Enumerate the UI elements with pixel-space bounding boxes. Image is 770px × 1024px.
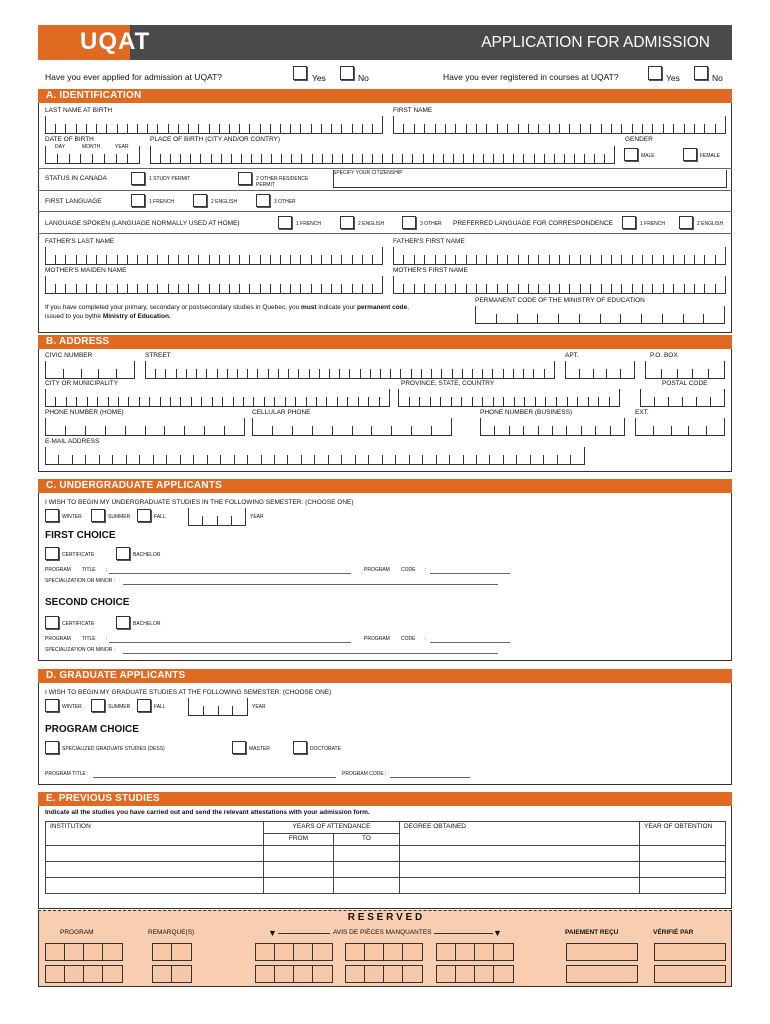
dob-field[interactable] — [45, 146, 140, 164]
sc-spec-label: SPECIALIZATION OR MINOR : — [45, 647, 116, 653]
ext-label: EXT. — [635, 409, 649, 416]
postal-field[interactable] — [640, 389, 725, 407]
mother-first-label: MOTHER'S FIRST NAME — [393, 267, 468, 274]
res-avis-boxes[interactable] — [255, 943, 333, 961]
first-choice-heading: FIRST CHOICE — [45, 530, 116, 541]
pref-english-checkbox[interactable] — [679, 216, 693, 229]
permanent-code-field[interactable] — [475, 306, 725, 324]
col-year-obtention: YEAR OF OBTENTION — [640, 822, 726, 846]
res-verifie-box[interactable] — [654, 965, 726, 983]
ug-year-label: YEAR — [250, 514, 264, 520]
postal-label: POSTAL CODE — [662, 380, 708, 387]
phone-business-label: PHONE NUMBER (BUSINESS) — [480, 409, 573, 416]
city-label: CITY OR MUNICIPALITY — [45, 380, 119, 387]
sc-bachelor-label: BACHELOR — [133, 621, 161, 627]
first-language-label: FIRST LANGUAGE — [45, 198, 102, 205]
permanent-code-label: PERMANENT CODE OF THE MINISTRY OF EDUCATION — [475, 297, 645, 304]
form-title: APPLICATION FOR ADMISSION — [481, 34, 710, 51]
ug-fall-checkbox[interactable] — [137, 509, 151, 522]
section-e-header: E. PREVIOUS STUDIES — [38, 792, 732, 806]
res-program-boxes[interactable] — [45, 943, 123, 961]
first-lang-french-checkbox[interactable] — [131, 194, 145, 207]
father-first-field[interactable] — [393, 247, 726, 265]
applied-yes-label: Yes — [312, 73, 326, 83]
fc-title-label: TITLE — [82, 567, 96, 573]
permanent-note-line2: issued to you bythe Ministry of Education. — [45, 313, 171, 320]
dess-checkbox[interactable] — [45, 741, 59, 754]
reserved-program: PROGRAM — [60, 929, 94, 936]
mother-first-field[interactable] — [393, 276, 726, 294]
divider — [38, 211, 732, 212]
other-permit-label: 2 OTHER RESIDENCE PERMIT — [256, 176, 309, 188]
section-d-header: D. GRADUATE APPLICANTS — [38, 669, 732, 683]
table-row — [46, 878, 726, 894]
divider — [38, 190, 732, 191]
street-label: STREET — [145, 352, 171, 359]
program-choice-heading: PROGRAM CHOICE — [45, 724, 139, 735]
pob-field[interactable] — [150, 146, 615, 164]
fc-bachelor-label: BACHELOR — [133, 552, 161, 558]
spoken-other-checkbox[interactable] — [402, 216, 416, 229]
male-label: MALE — [641, 153, 655, 159]
status-label: STATUS IN CANADA — [45, 175, 107, 182]
previous-note: Indicate all the studies you have carried out and send the relevant attestations with your admission form. — [45, 809, 370, 816]
grad-fall-checkbox[interactable] — [137, 699, 151, 712]
mother-maiden-field[interactable] — [45, 276, 383, 294]
ug-year-field[interactable] — [188, 508, 246, 526]
father-last-label: FATHER'S LAST NAME — [45, 238, 115, 245]
po-box-label: P.O. BOX — [650, 352, 678, 359]
fc-code-line[interactable] — [430, 573, 510, 574]
gender-label: GENDER — [625, 136, 653, 143]
first-lang-english-label: 2 ENGLISH — [211, 199, 238, 205]
doctorate-label: DOCTORATE — [310, 746, 341, 752]
col-years: YEARS OF ATTENDANCE — [264, 822, 400, 834]
res-avis-boxes[interactable] — [345, 943, 423, 961]
col-degree: DEGREE OBTAINED — [400, 822, 640, 846]
arrow-down-icon: ▼ — [268, 928, 277, 938]
col-institution: INSTITUTION — [46, 822, 264, 846]
dob-year: YEAR — [115, 144, 129, 150]
fc-spec-label: SPECIALIZATION OR MINOR : — [45, 578, 116, 584]
province-label: PROVINCE, STATE, COUNTRY — [401, 380, 495, 387]
ug-fall-label: FALL — [154, 514, 166, 520]
master-label: MASTER — [249, 746, 270, 752]
table-row — [46, 846, 726, 862]
ug-summer-checkbox[interactable] — [91, 509, 105, 522]
spoken-english-checkbox[interactable] — [340, 216, 354, 229]
fc-colon2: : — [425, 567, 427, 573]
civic-label: CIVIC NUMBER — [45, 352, 93, 359]
fc-code-label: CODE — [401, 567, 416, 573]
reserved-paiement: PAIEMENT REÇU — [565, 929, 619, 936]
program-title-line[interactable] — [93, 777, 336, 778]
sc-title-label: TITLE — [82, 636, 96, 642]
email-label: E-MAIL ADDRESS — [45, 438, 100, 445]
street-field[interactable] — [145, 361, 555, 379]
section-c-header: C. UNDERGRADUATE APPLICANTS — [38, 479, 732, 493]
res-paiement-box[interactable] — [566, 943, 638, 961]
last-name-label: LAST NAME AT BIRTH — [45, 107, 113, 114]
first-lang-other-checkbox[interactable] — [256, 194, 270, 207]
grad-year-label: YEAR — [252, 704, 266, 710]
city-field[interactable] — [45, 389, 390, 407]
sc-bachelor-checkbox[interactable] — [116, 616, 130, 629]
phone-home-label: PHONE NUMBER (HOME) — [45, 409, 124, 416]
email-field[interactable] — [45, 447, 585, 465]
pob-label: PLACE OF BIRTH (CITY AND/OR CONTRY) — [150, 136, 281, 143]
program-code-label: PROGRAM CODE : — [342, 771, 387, 777]
doctorate-checkbox[interactable] — [293, 741, 307, 754]
reserved-verifie: VÉRIFIÉ PAR — [653, 929, 694, 936]
fc-certificate-label: CERTIFICATE — [62, 552, 95, 558]
applied-no-label: No — [358, 73, 369, 83]
first-name-label: FIRST NAME — [393, 107, 433, 114]
study-permit-checkbox[interactable] — [131, 172, 145, 185]
female-label: FEMALE — [700, 153, 721, 159]
phone-business-field[interactable] — [480, 418, 625, 436]
dob-month: MONTH — [82, 144, 101, 150]
fc-spec-line[interactable] — [123, 584, 498, 585]
first-name-field[interactable] — [393, 116, 726, 134]
sc-certificate-checkbox[interactable] — [45, 616, 59, 629]
specify-citizenship-label: SPECIFY YOUR CITIZENSHIP — [333, 170, 403, 176]
study-permit-label: 1 STUDY PERMIT — [149, 176, 191, 182]
ug-winter-checkbox[interactable] — [45, 509, 59, 522]
spoken-french-label: 1 FRENCH — [296, 221, 322, 227]
reserved-remarque: REMARQUE(S) — [148, 929, 195, 936]
table-row — [46, 862, 726, 878]
res-paiement-box[interactable] — [566, 965, 638, 983]
cell-label: CELLULAR PHONE — [252, 409, 311, 416]
ext-field[interactable] — [635, 418, 725, 436]
po-box-field[interactable] — [645, 361, 725, 379]
spoken-other-label: 3 OTHER — [420, 221, 442, 227]
sc-program-label: PROGRAM — [45, 636, 71, 642]
dob-label: DATE OF BIRTH — [45, 136, 94, 143]
first-lang-english-checkbox[interactable] — [193, 194, 207, 207]
fc-program2-label: PROGRAM — [364, 567, 390, 573]
grad-summer-checkbox[interactable] — [91, 699, 105, 712]
pref-french-checkbox[interactable] — [622, 216, 636, 229]
fc-title-line[interactable] — [109, 573, 351, 574]
sc-colon: : — [106, 636, 108, 642]
province-field[interactable] — [398, 389, 620, 407]
fc-bachelor-checkbox[interactable] — [116, 547, 130, 560]
grad-winter-checkbox[interactable] — [45, 699, 59, 712]
dob-day: DAY — [55, 144, 65, 150]
last-name-field[interactable] — [45, 116, 383, 134]
arrow-down-icon: ▼ — [493, 928, 502, 938]
language-spoken-label: LANGUAGE SPOKEN (LANGUAGE NORMALLY USED AT HOME) — [45, 220, 240, 227]
q-registered: Have you ever registered in courses at UQAT? — [443, 72, 619, 82]
grad-winter-label: WINTER — [62, 704, 82, 710]
pref-french-label: 1 FRENCH — [640, 221, 666, 227]
fc-program-label: PROGRAM — [45, 567, 71, 573]
fc-colon: : — [106, 567, 108, 573]
program-code-line[interactable] — [390, 777, 470, 778]
res-remarque-boxes[interactable] — [152, 943, 192, 961]
grad-semester-q: I WISH TO BEGIN MY GRADUATE STUDIES AT THE FOLLOWING SEMESTER: (CHOOSE ONE) — [45, 689, 332, 696]
sc-code-line[interactable] — [430, 642, 510, 643]
reserved-title: R E S E R V E D — [347, 912, 423, 923]
sc-spec-line[interactable] — [123, 653, 498, 654]
mother-maiden-label: MOTHER'S MAIDEN NAME — [45, 267, 127, 274]
col-from: FROM — [264, 834, 334, 846]
phone-home-field[interactable] — [45, 418, 245, 436]
sc-colon2: : — [425, 636, 427, 642]
col-to: TO — [334, 834, 400, 846]
program-title-label: PROGRAM TITLE : — [45, 771, 89, 777]
pref-english-label: 2 ENGLISH — [697, 221, 724, 227]
permanent-note: If you have completed your primary, secondary or postsecondary studies in Quebec, you must indicate your permanent code, — [45, 304, 410, 311]
other-permit-checkbox[interactable] — [238, 172, 252, 185]
applied-no-checkbox[interactable] — [340, 66, 354, 80]
citizenship-field[interactable] — [333, 170, 727, 188]
sc-program2-label: PROGRAM — [364, 636, 390, 642]
sc-certificate-label: CERTIFICATE — [62, 621, 95, 627]
apt-label: APT. — [565, 352, 579, 359]
grad-summer-label: SUMMER — [108, 704, 131, 710]
father-first-label: FATHER'S FIRST NAME — [393, 238, 465, 245]
ug-summer-label: SUMMER — [108, 514, 131, 520]
registered-yes-checkbox[interactable] — [648, 66, 662, 80]
spoken-english-label: 2 ENGLISH — [358, 221, 385, 227]
first-lang-french-label: 1 FRENCH — [149, 199, 175, 205]
apt-field[interactable] — [565, 361, 635, 379]
master-checkbox[interactable] — [232, 741, 246, 754]
ug-winter-label: WINTER — [62, 514, 82, 520]
sc-code-label: CODE — [401, 636, 416, 642]
applied-yes-checkbox[interactable] — [293, 66, 307, 80]
uqat-logo: UQAT — [80, 28, 151, 55]
female-checkbox[interactable] — [683, 148, 697, 161]
res-avis-boxes[interactable] — [436, 943, 514, 961]
divider — [38, 233, 732, 234]
civic-field[interactable] — [45, 361, 135, 379]
preferred-language-label: PREFERRED LANGUAGE FOR CORRESPONDENCE — [453, 220, 613, 227]
spoken-french-checkbox[interactable] — [278, 216, 292, 229]
fc-certificate-checkbox[interactable] — [45, 547, 59, 560]
sc-title-line[interactable] — [109, 642, 351, 643]
section-a-header: A. IDENTIFICATION — [38, 89, 732, 103]
registered-no-label: No — [712, 73, 723, 83]
reserved-avis: AVIS DE PIÈCES MANQUANTES — [330, 929, 434, 937]
q-applied: Have you ever applied for admission at UQAT? — [45, 72, 223, 82]
res-avis-boxes[interactable] — [345, 965, 423, 983]
registered-yes-label: Yes — [666, 73, 680, 83]
grad-fall-label: FALL — [154, 704, 166, 710]
dess-label: SPECIALIZED GRADUATE STUDIES (DESS) — [62, 746, 165, 752]
divider — [38, 168, 732, 169]
previous-studies-table — [45, 821, 726, 894]
res-program-boxes[interactable] — [45, 965, 123, 983]
cell-field[interactable] — [252, 418, 452, 436]
grad-year-field[interactable] — [188, 698, 248, 716]
ug-semester-q: I WISH TO BEGIN MY UNDERGRADUATE STUDIES IN THE FOLLOWING SEMESTER: (CHOOSE ONE) — [45, 499, 354, 506]
res-remarque-boxes[interactable] — [152, 965, 192, 983]
res-verifie-box[interactable] — [654, 943, 726, 961]
res-avis-boxes[interactable] — [436, 965, 514, 983]
second-choice-heading: SECOND CHOICE — [45, 597, 130, 608]
res-avis-boxes[interactable] — [255, 965, 333, 983]
registered-no-checkbox[interactable] — [694, 66, 708, 80]
father-last-field[interactable] — [45, 247, 383, 265]
first-lang-other-label: 3 OTHER — [274, 199, 296, 205]
section-b-header: B. ADDRESS — [38, 335, 732, 349]
male-checkbox[interactable] — [624, 148, 638, 161]
